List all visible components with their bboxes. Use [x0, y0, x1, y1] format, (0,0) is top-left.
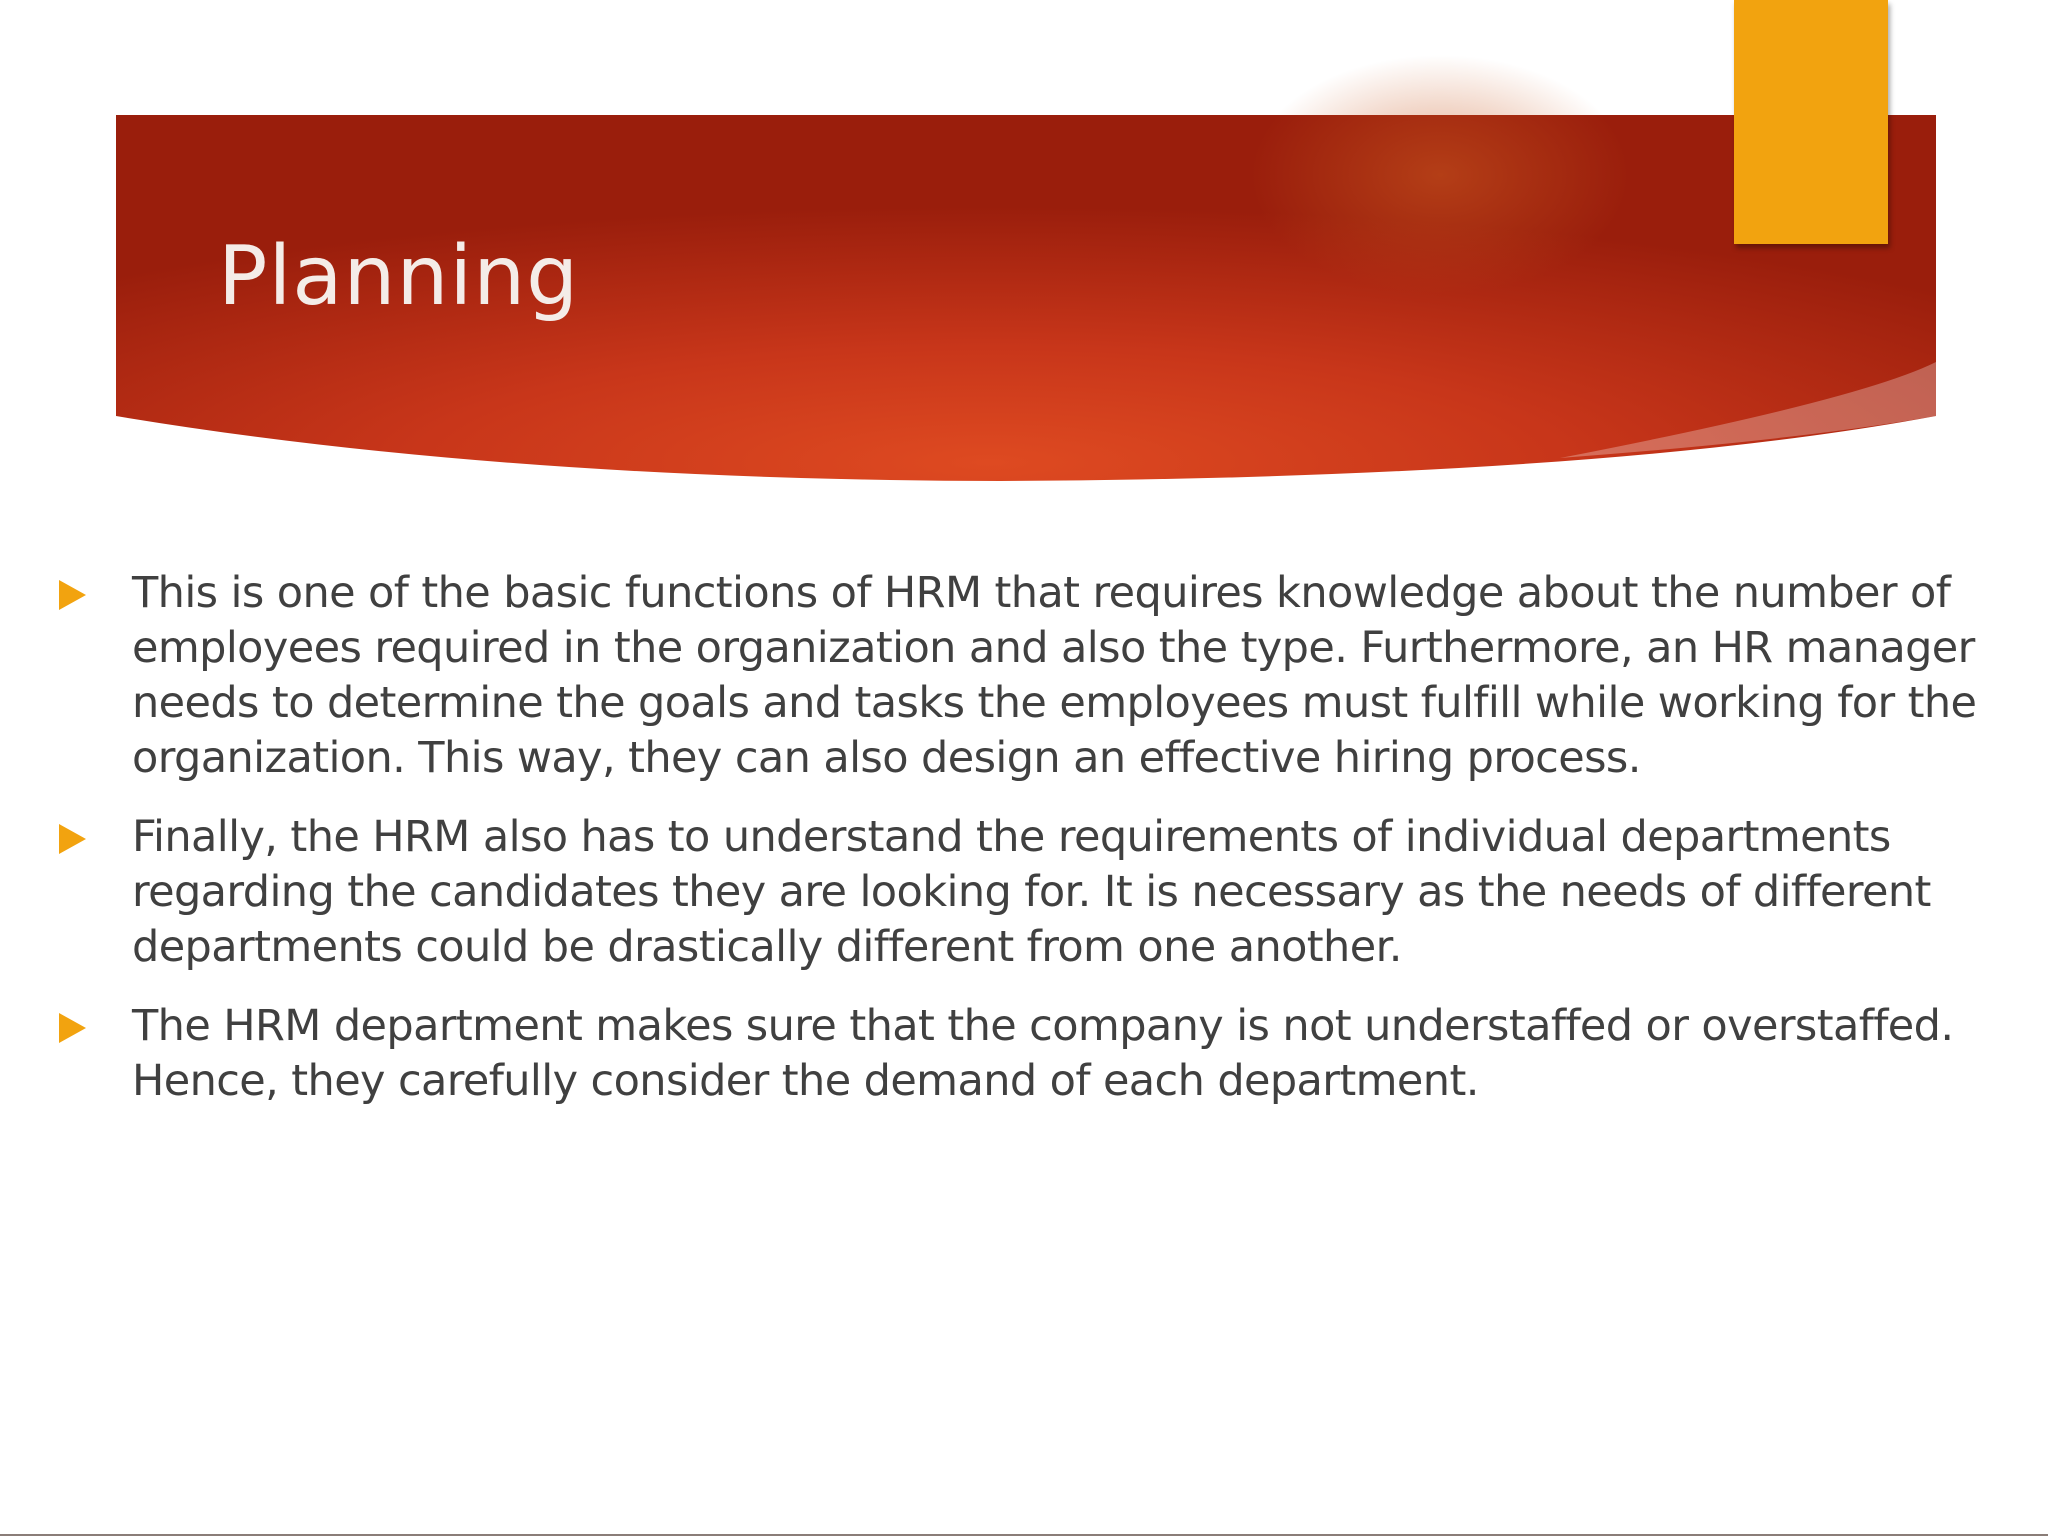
bullet-item	[56, 810, 2026, 975]
bullet-item	[56, 999, 2026, 1109]
triangle-right-icon	[59, 824, 86, 854]
bullet-text: The HRM department makes sure that the company is not understaffed or overstaffed. Hence, they carefully consider the demand of each department.	[132, 1001, 1954, 1106]
triangle-right-icon	[59, 580, 86, 610]
bullet-list	[56, 566, 2026, 1133]
bullet-text: This is one of the basic functions of HRM that requires knowledge about the number of employees required in the organization and also the type. Furthermore, an HR manager needs to determine the goals and tasks the employees must fulfill while working for the organization. This way, they can also design an effective hiring process.	[132, 568, 1977, 783]
slide-title: Planning	[218, 229, 580, 324]
bullet-text: Finally, the HRM also has to understand the requirements of individual departments regarding the candidates they are looking for. It is necessary as the needs of different departments could be drastically different from one another.	[132, 812, 1931, 972]
accent-tab	[1734, 0, 1888, 244]
triangle-right-icon	[59, 1013, 86, 1043]
bullet-item	[56, 566, 2026, 786]
